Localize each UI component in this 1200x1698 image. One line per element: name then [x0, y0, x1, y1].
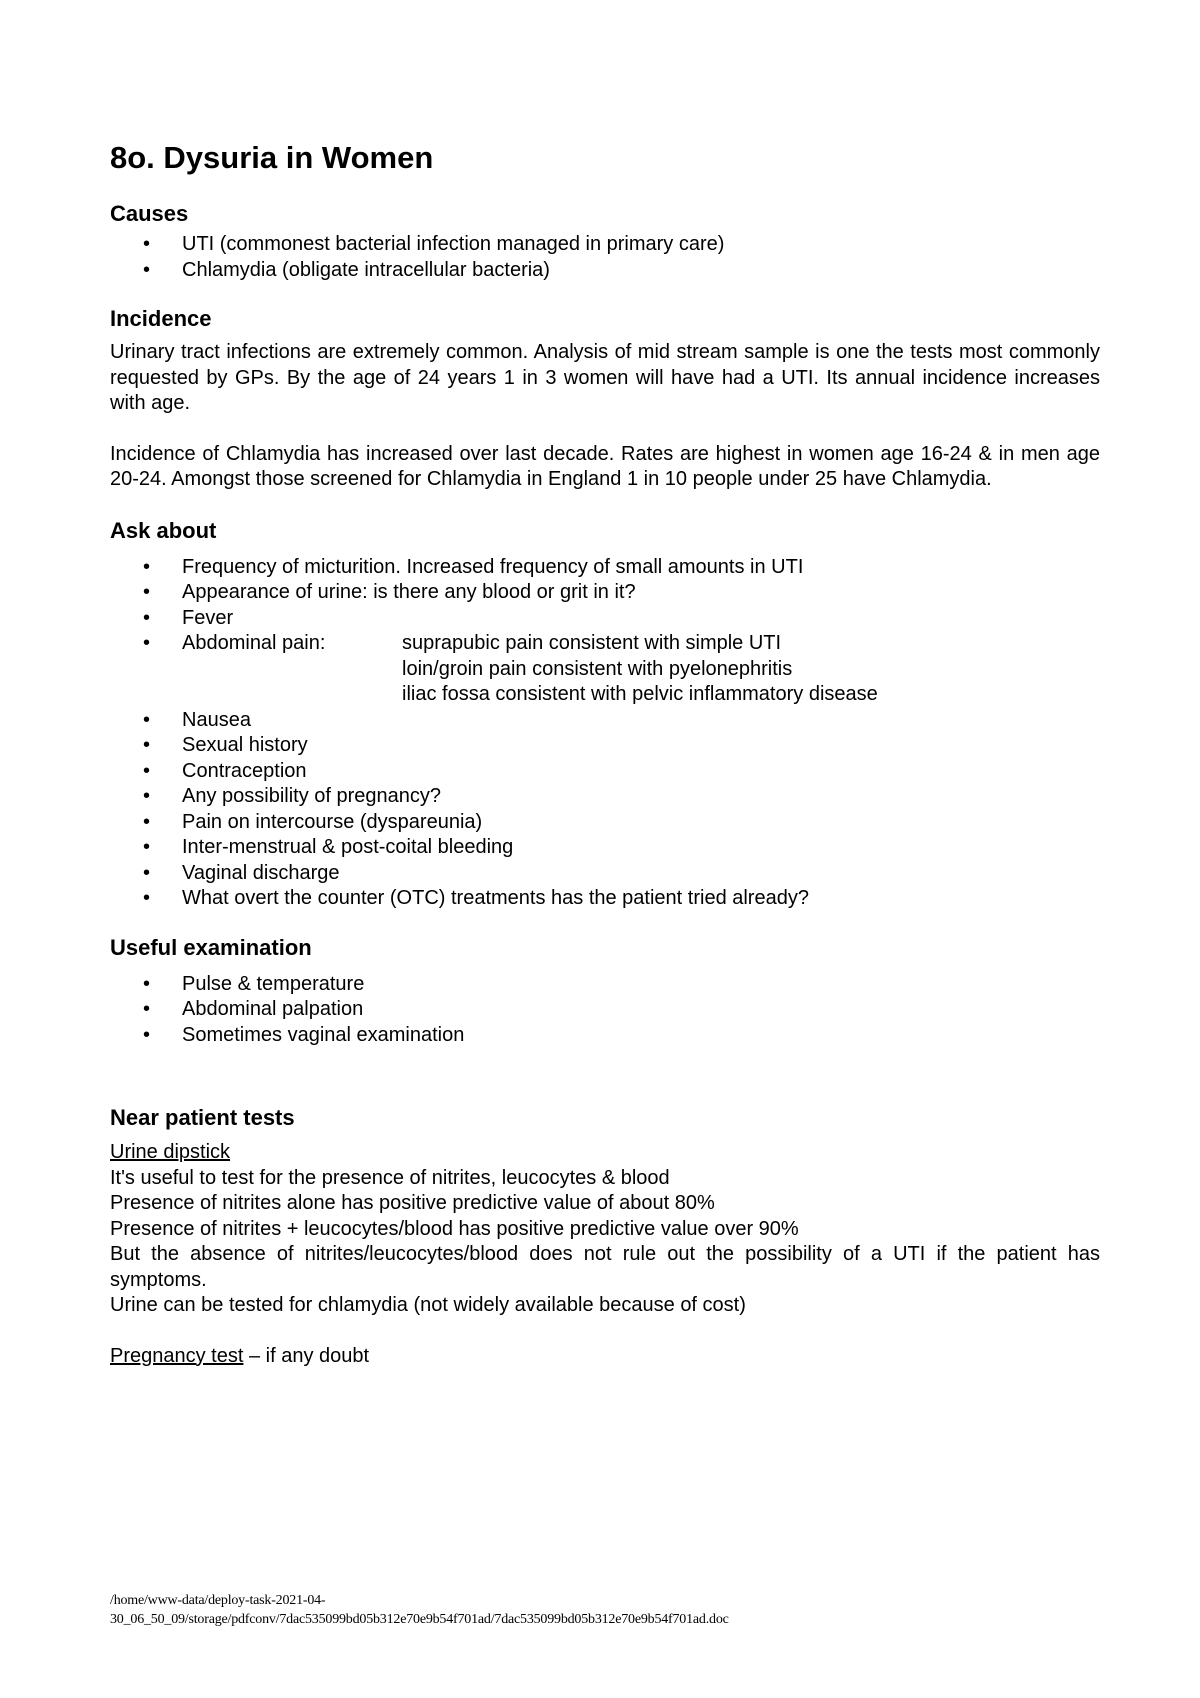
ask-about-heading: Ask about — [110, 517, 217, 543]
incidence-paragraph-chlamydia: Incidence of Chlamydia has increased over last decade. Rates are highest in women age 16-24 & in men age 20-24. Amongst those screened for Chlamydia in England 1 in 10 people under 25 have Chlamydia. — [110, 442, 1100, 490]
pregnancy-test-label: Pregnancy test — [110, 1344, 244, 1367]
footer-line: 30_06_50_09/storage/pdfconv/7dac535099bd05b312e70e9b54f701ad/7dac535099bd05b312e70e9b54f701ad.doc — [110, 1612, 729, 1627]
dipstick-line: But the absence of nitrites/leucocytes/blood does not rule out the possibility of a UTI if the patient has symptoms. — [110, 1243, 1100, 1291]
list-item: • Fever — [110, 606, 1100, 632]
list-item: • UTI (commonest bacterial infection managed in primary care) — [110, 232, 1100, 258]
urine-dipstick-label: Urine dipstick — [110, 1141, 231, 1163]
list-item-abdominal-pain — [110, 631, 1100, 657]
file-path-footer — [110, 1591, 910, 1629]
incidence-paragraph-uti: Urinary tract infections are extremely common. Analysis of mid stream sample is one the tests most commonly requested by GPs. By the age of 24 years 1 in 3 women will have had a UTI. Its annual incidence increases with age. — [110, 341, 1100, 414]
document-body — [110, 140, 1100, 1369]
dipstick-line: It's useful to test for the presence of nitrites, leucocytes & blood — [110, 1166, 670, 1189]
list-item: • Abdominal palpation — [110, 997, 1100, 1023]
abdominal-pain-detail: loin/groin pain consistent with pyelonephritis — [402, 657, 793, 680]
list-item: • Any possibility of pregnancy? — [110, 784, 1100, 810]
list-item: • Frequency of micturition. Increased frequency of small amounts in UTI — [110, 555, 1100, 581]
list-item: • Sometimes vaginal examination — [110, 1023, 1100, 1049]
list-item: • What overt the counter (OTC) treatments has the patient tried already? — [110, 886, 1100, 912]
list-item: • Sexual history — [110, 733, 1100, 759]
incidence-heading: Incidence — [110, 306, 212, 331]
list-item: • Inter-menstrual & post-coital bleeding — [110, 835, 1100, 861]
causes-heading: Causes — [110, 201, 189, 226]
dipstick-line: Urine can be tested for chlamydia (not widely available because of cost) — [110, 1294, 746, 1316]
list-item: • Vaginal discharge — [110, 861, 1100, 887]
list-item: • Contraception — [110, 759, 1100, 785]
pregnancy-test-line — [110, 1344, 1100, 1370]
abdominal-pain-detail: iliac fossa consistent with pelvic inflammatory disease — [402, 683, 878, 705]
abdominal-pain-label: Abdominal pain: — [182, 632, 326, 654]
examination-heading: Useful examination — [110, 934, 312, 960]
ask-about-list — [110, 555, 1100, 912]
list-item: • Pulse & temperature — [110, 972, 1100, 998]
list-item: • Chlamydia (obligate intracellular bacteria) — [110, 258, 1100, 284]
causes-list — [110, 232, 1100, 283]
list-item: • Appearance of urine: is there any blood or grit in it? — [110, 580, 1100, 606]
abdominal-pain-detail: suprapubic pain consistent with simple UTI — [402, 632, 782, 654]
dipstick-line: Presence of nitrites alone has positive predictive value of about 80% — [110, 1192, 715, 1214]
list-item: • Pain on intercourse (dyspareunia) — [110, 810, 1100, 836]
footer-line: /home/www-data/deploy-task-2021-04- — [110, 1593, 326, 1608]
pregnancy-test-text: – if any doubt — [243, 1344, 370, 1367]
dipstick-line: Presence of nitrites + leucocytes/blood has positive predictive value over 90% — [110, 1217, 799, 1240]
page-title: 8o. Dysuria in Women — [110, 140, 434, 175]
near-patient-tests-heading: Near patient tests — [110, 1105, 295, 1130]
list-item: • Nausea — [110, 708, 1100, 734]
examination-list — [110, 972, 1100, 1049]
